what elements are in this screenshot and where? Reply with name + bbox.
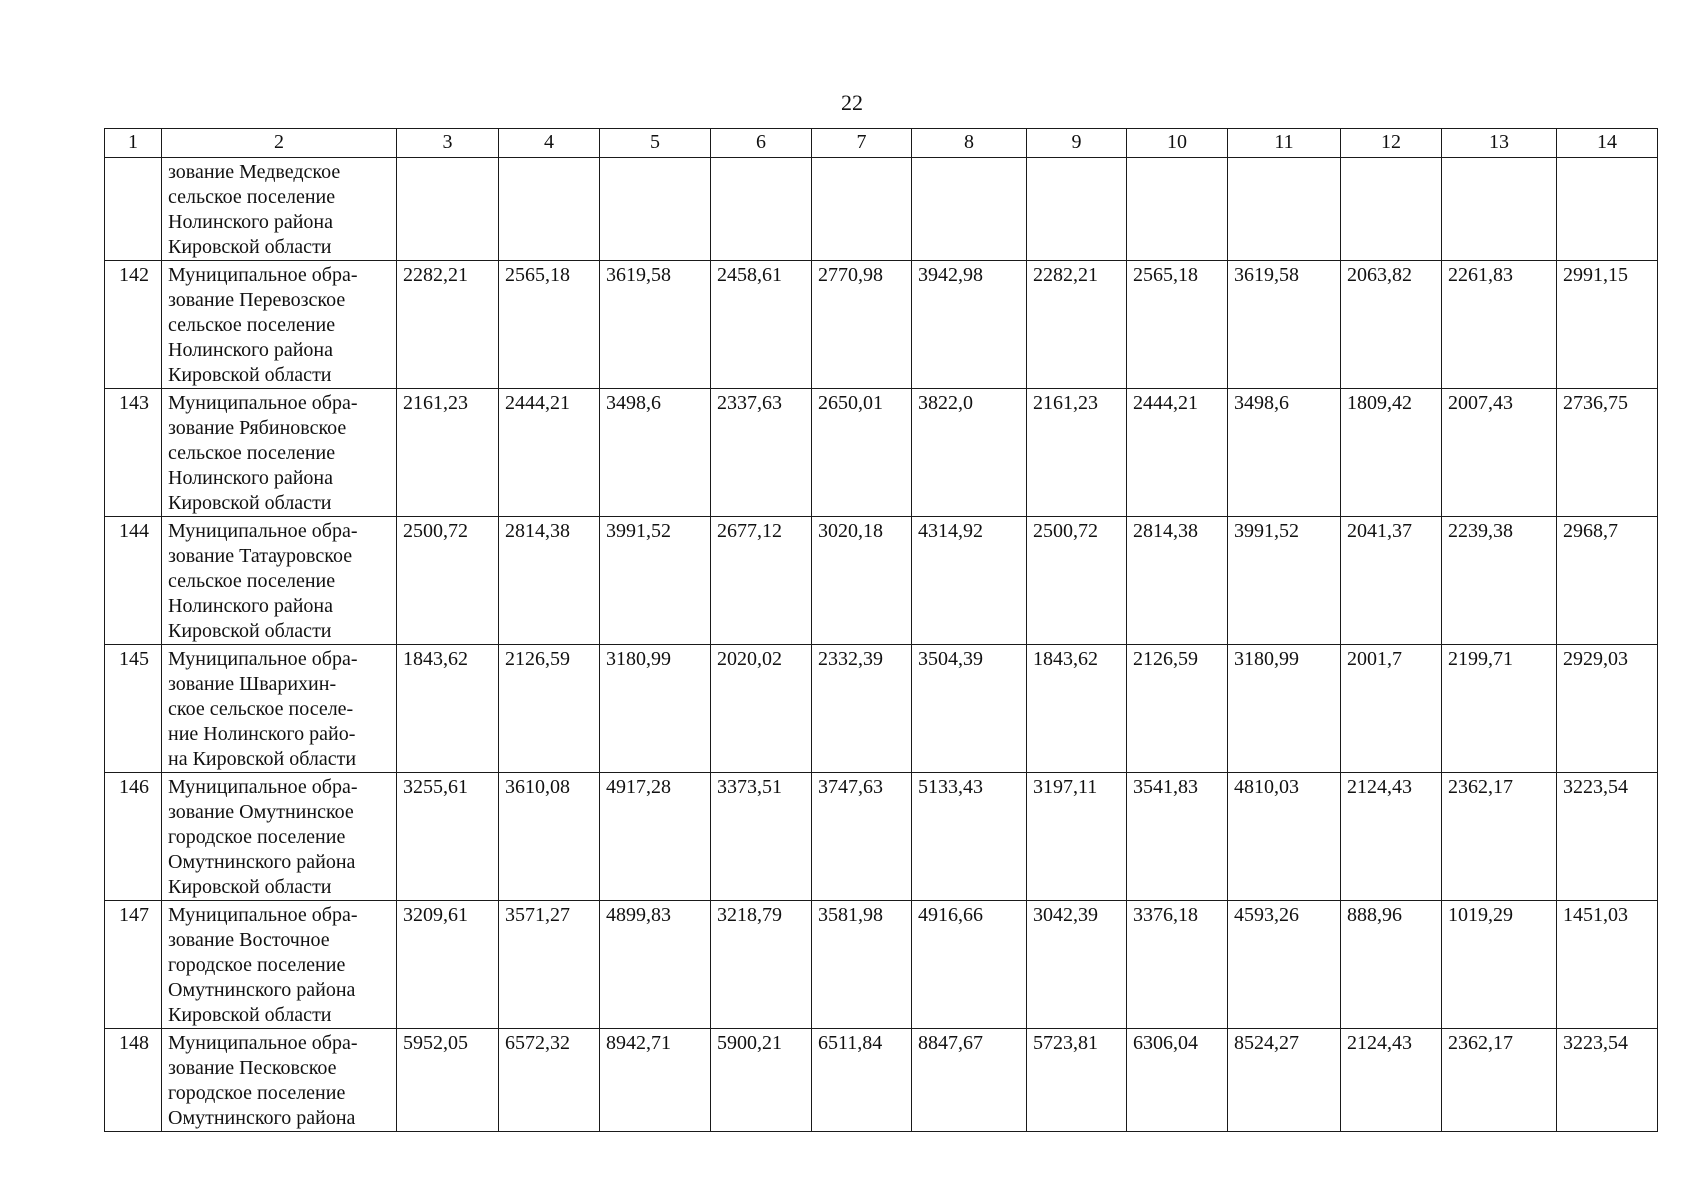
municipality-name-line: Кировской области <box>168 876 332 898</box>
value-cell-col-12: 2001,7 <box>1341 645 1442 773</box>
table-row <box>105 261 1658 389</box>
value-cell-col-9: 5723,81 <box>1027 1029 1127 1132</box>
value-cell-col-11: 4593,26 <box>1228 901 1341 1029</box>
header-cell-col-8: 8 <box>912 129 1027 158</box>
header-cell-col-6: 6 <box>711 129 812 158</box>
value-cell-col-13: 1019,29 <box>1442 901 1557 1029</box>
value-cell-col-3: 3209,61 <box>397 901 499 1029</box>
value-cell-col-14: 2991,15 <box>1557 261 1658 389</box>
municipality-name-line: зование Песковское <box>168 1057 337 1079</box>
table-row <box>105 1029 1658 1132</box>
value-cell-col-13: 2199,71 <box>1442 645 1557 773</box>
row-number-cell: 142 <box>105 261 162 389</box>
value-cell-col-13: 2362,17 <box>1442 1029 1557 1132</box>
municipality-name-cell <box>162 517 397 645</box>
municipality-name-line: Кировской области <box>168 492 332 514</box>
value-cell-col-7: 2770,98 <box>812 261 912 389</box>
value-cell-col-9: 1843,62 <box>1027 645 1127 773</box>
value-cell-col-3: 2282,21 <box>397 261 499 389</box>
value-cell-col-10: 6306,04 <box>1127 1029 1228 1132</box>
value-cell-col-3 <box>397 158 499 261</box>
value-cell-col-5: 4917,28 <box>600 773 711 901</box>
municipality-name-line: Муниципальное обра- <box>168 1032 358 1054</box>
header-cell-col-12: 12 <box>1341 129 1442 158</box>
municipality-name-line: Муниципальное обра- <box>168 904 358 926</box>
header-cell-col-7: 7 <box>812 129 912 158</box>
municipality-name-line: городское поселение <box>168 1082 346 1104</box>
municipality-name-line: Нолинского района <box>168 595 334 617</box>
header-cell-col-5: 5 <box>600 129 711 158</box>
value-cell-col-12: 2041,37 <box>1341 517 1442 645</box>
value-cell-col-9: 3042,39 <box>1027 901 1127 1029</box>
value-cell-col-3: 3255,61 <box>397 773 499 901</box>
municipality-name-line: Кировской области <box>168 1004 332 1026</box>
municipality-name-cell <box>162 158 397 261</box>
value-cell-col-9: 2282,21 <box>1027 261 1127 389</box>
table-row <box>105 773 1658 901</box>
municipality-name-line: Кировской области <box>168 236 332 258</box>
value-cell-col-11 <box>1228 158 1341 261</box>
value-cell-col-6: 2020,02 <box>711 645 812 773</box>
value-cell-col-14: 3223,54 <box>1557 1029 1658 1132</box>
municipality-name-line: зование Шварихин- <box>168 673 337 695</box>
value-cell-col-7: 2332,39 <box>812 645 912 773</box>
value-cell-col-8: 3942,98 <box>912 261 1027 389</box>
page-number: 22 <box>841 90 863 115</box>
header-cell-col-13: 13 <box>1442 129 1557 158</box>
municipality-name-line: зование Татауровское <box>168 545 353 567</box>
municipality-name-cell <box>162 901 397 1029</box>
table-row <box>105 517 1658 645</box>
value-cell-col-4: 3610,08 <box>499 773 600 901</box>
value-cell-col-4: 6572,32 <box>499 1029 600 1132</box>
value-cell-col-12: 1809,42 <box>1341 389 1442 517</box>
value-cell-col-4: 2126,59 <box>499 645 600 773</box>
header-cell-col-1: 1 <box>105 129 162 158</box>
municipality-name-line: зование Медведское <box>168 161 341 183</box>
value-cell-col-5 <box>600 158 711 261</box>
header-cell-col-11: 11 <box>1228 129 1341 158</box>
table-row <box>105 158 1658 261</box>
municipality-name-line: Муниципальное обра- <box>168 264 358 286</box>
value-cell-col-6: 3373,51 <box>711 773 812 901</box>
header-cell-col-3: 3 <box>397 129 499 158</box>
municipality-name-cell <box>162 773 397 901</box>
value-cell-col-14 <box>1557 158 1658 261</box>
value-cell-col-12: 888,96 <box>1341 901 1442 1029</box>
header-cell-col-14: 14 <box>1557 129 1658 158</box>
value-cell-col-4: 2565,18 <box>499 261 600 389</box>
value-cell-col-13: 2261,83 <box>1442 261 1557 389</box>
value-cell-col-14: 2736,75 <box>1557 389 1658 517</box>
municipality-name-line: зование Омутнинское <box>168 801 354 823</box>
municipality-name-line: на Кировской области <box>168 748 357 770</box>
municipality-name-line: Омутнинского района <box>168 851 356 873</box>
value-cell-col-7: 3020,18 <box>812 517 912 645</box>
row-number-cell <box>105 158 162 261</box>
value-cell-col-14: 2968,7 <box>1557 517 1658 645</box>
data-table <box>104 128 1658 1132</box>
row-number-cell: 145 <box>105 645 162 773</box>
page-number-container <box>0 90 1694 116</box>
value-cell-col-3: 2161,23 <box>397 389 499 517</box>
municipality-name-cell <box>162 1029 397 1132</box>
table-header <box>105 129 1658 158</box>
header-cell-col-2: 2 <box>162 129 397 158</box>
value-cell-col-12: 2124,43 <box>1341 1029 1442 1132</box>
value-cell-col-10: 2444,21 <box>1127 389 1228 517</box>
table-row <box>105 645 1658 773</box>
value-cell-col-6 <box>711 158 812 261</box>
table-body <box>105 158 1658 1132</box>
value-cell-col-11: 3991,52 <box>1228 517 1341 645</box>
value-cell-col-6: 2337,63 <box>711 389 812 517</box>
value-cell-col-14: 1451,03 <box>1557 901 1658 1029</box>
table-row <box>105 901 1658 1029</box>
header-cell-col-4: 4 <box>499 129 600 158</box>
municipality-name-line: Нолинского района <box>168 339 334 361</box>
municipality-name-line: городское поселение <box>168 954 346 976</box>
value-cell-col-14: 2929,03 <box>1557 645 1658 773</box>
value-cell-col-5: 3498,6 <box>600 389 711 517</box>
value-cell-col-8: 8847,67 <box>912 1029 1027 1132</box>
value-cell-col-4 <box>499 158 600 261</box>
value-cell-col-7: 2650,01 <box>812 389 912 517</box>
value-cell-col-4: 2814,38 <box>499 517 600 645</box>
value-cell-col-9 <box>1027 158 1127 261</box>
municipality-name-cell <box>162 645 397 773</box>
value-cell-col-11: 3180,99 <box>1228 645 1341 773</box>
value-cell-col-4: 3571,27 <box>499 901 600 1029</box>
value-cell-col-12 <box>1341 158 1442 261</box>
value-cell-col-5: 3619,58 <box>600 261 711 389</box>
row-number-cell: 146 <box>105 773 162 901</box>
header-cell-col-9: 9 <box>1027 129 1127 158</box>
value-cell-col-8: 3822,0 <box>912 389 1027 517</box>
municipality-name-line: зование Восточное <box>168 929 330 951</box>
value-cell-col-5: 4899,83 <box>600 901 711 1029</box>
value-cell-col-8: 4314,92 <box>912 517 1027 645</box>
value-cell-col-6: 5900,21 <box>711 1029 812 1132</box>
header-row <box>105 129 1658 158</box>
value-cell-col-13: 2362,17 <box>1442 773 1557 901</box>
municipality-name-line: сельское поселение <box>168 570 336 592</box>
municipality-name-line: Нолинского района <box>168 467 334 489</box>
municipality-name-line: зование Рябиновское <box>168 417 347 439</box>
value-cell-col-10: 3376,18 <box>1127 901 1228 1029</box>
value-cell-col-4: 2444,21 <box>499 389 600 517</box>
value-cell-col-10 <box>1127 158 1228 261</box>
row-number-cell: 144 <box>105 517 162 645</box>
value-cell-col-10: 3541,83 <box>1127 773 1228 901</box>
municipality-name-line: Муниципальное обра- <box>168 776 358 798</box>
municipality-name-line: ние Нолинского райо- <box>168 723 356 745</box>
value-cell-col-6: 2677,12 <box>711 517 812 645</box>
value-cell-col-7 <box>812 158 912 261</box>
value-cell-col-3: 1843,62 <box>397 645 499 773</box>
municipality-name-line: Кировской области <box>168 364 332 386</box>
row-number-cell: 143 <box>105 389 162 517</box>
value-cell-col-13 <box>1442 158 1557 261</box>
value-cell-col-5: 3180,99 <box>600 645 711 773</box>
value-cell-col-12: 2063,82 <box>1341 261 1442 389</box>
value-cell-col-10: 2814,38 <box>1127 517 1228 645</box>
municipality-name-cell <box>162 261 397 389</box>
value-cell-col-9: 3197,11 <box>1027 773 1127 901</box>
value-cell-col-13: 2007,43 <box>1442 389 1557 517</box>
value-cell-col-7: 3747,63 <box>812 773 912 901</box>
municipality-name-line: ское сельское поселе- <box>168 698 354 720</box>
value-cell-col-8: 3504,39 <box>912 645 1027 773</box>
value-cell-col-10: 2126,59 <box>1127 645 1228 773</box>
value-cell-col-9: 2161,23 <box>1027 389 1127 517</box>
value-cell-col-13: 2239,38 <box>1442 517 1557 645</box>
value-cell-col-11: 4810,03 <box>1228 773 1341 901</box>
row-number-cell: 147 <box>105 901 162 1029</box>
municipality-name-line: городское поселение <box>168 826 346 848</box>
municipality-name-line: Кировской области <box>168 620 332 642</box>
value-cell-col-14: 3223,54 <box>1557 773 1658 901</box>
municipality-name-cell <box>162 389 397 517</box>
value-cell-col-5: 3991,52 <box>600 517 711 645</box>
value-cell-col-11: 3498,6 <box>1228 389 1341 517</box>
value-cell-col-6: 2458,61 <box>711 261 812 389</box>
value-cell-col-11: 3619,58 <box>1228 261 1341 389</box>
value-cell-col-7: 6511,84 <box>812 1029 912 1132</box>
municipality-name-line: Муниципальное обра- <box>168 520 358 542</box>
value-cell-col-11: 8524,27 <box>1228 1029 1341 1132</box>
municipality-name-line: Муниципальное обра- <box>168 392 358 414</box>
value-cell-col-12: 2124,43 <box>1341 773 1442 901</box>
table-row <box>105 389 1658 517</box>
municipality-name-line: Омутнинского района <box>168 979 356 1001</box>
value-cell-col-6: 3218,79 <box>711 901 812 1029</box>
municipality-name-line: Омутнинского района <box>168 1107 356 1129</box>
municipality-name-line: сельское поселение <box>168 314 336 336</box>
header-cell-col-10: 10 <box>1127 129 1228 158</box>
value-cell-col-7: 3581,98 <box>812 901 912 1029</box>
value-cell-col-8 <box>912 158 1027 261</box>
value-cell-col-8: 5133,43 <box>912 773 1027 901</box>
municipality-name-line: Муниципальное обра- <box>168 648 358 670</box>
municipality-name-line: сельское поселение <box>168 442 336 464</box>
row-number-cell: 148 <box>105 1029 162 1132</box>
value-cell-col-9: 2500,72 <box>1027 517 1127 645</box>
value-cell-col-10: 2565,18 <box>1127 261 1228 389</box>
municipality-name-line: сельское поселение <box>168 186 336 208</box>
value-cell-col-8: 4916,66 <box>912 901 1027 1029</box>
municipality-name-line: зование Перевозское <box>168 289 346 311</box>
value-cell-col-3: 2500,72 <box>397 517 499 645</box>
value-cell-col-5: 8942,71 <box>600 1029 711 1132</box>
municipality-name-line: Нолинского района <box>168 211 334 233</box>
value-cell-col-3: 5952,05 <box>397 1029 499 1132</box>
